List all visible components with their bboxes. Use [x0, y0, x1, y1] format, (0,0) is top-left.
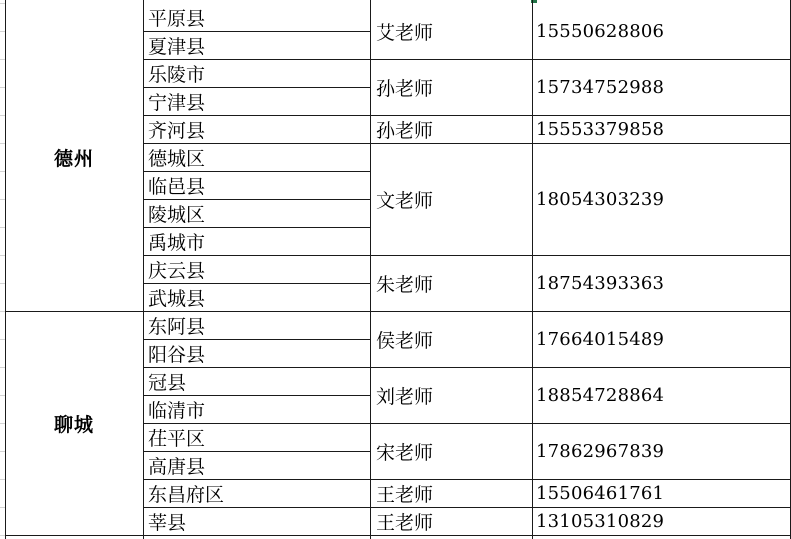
teacher-name: 王老师	[376, 483, 434, 506]
teacher-cell[interactable]	[370, 423, 532, 479]
teacher-cell[interactable]	[370, 479, 532, 507]
city-cell[interactable]	[5, 311, 143, 535]
phone-number: 17862967839	[536, 440, 665, 462]
phone-number: 15734752988	[536, 76, 665, 98]
county-cell[interactable]	[143, 31, 370, 59]
phone-cell[interactable]	[532, 59, 790, 115]
county-name: 东阿县	[148, 315, 206, 338]
county-name: 乐陵市	[148, 63, 206, 86]
county-cell[interactable]	[143, 87, 370, 115]
county-name: 东昌府区	[148, 483, 225, 506]
teacher-cell[interactable]	[370, 311, 532, 367]
county-name: 德城区	[148, 147, 206, 170]
entry-border	[370, 535, 790, 536]
column-border	[370, 0, 371, 539]
county-cell[interactable]	[143, 59, 370, 87]
phone-number: 15506461761	[536, 482, 665, 504]
county-name: 莘县	[148, 511, 187, 534]
county-name: 宁津县	[148, 91, 206, 114]
county-name: 冠县	[148, 371, 187, 394]
phone-cell[interactable]	[532, 255, 790, 311]
county-cell[interactable]	[143, 423, 370, 451]
teacher-name: 孙老师	[376, 119, 434, 142]
county-cell[interactable]	[143, 451, 370, 479]
teacher-cell[interactable]	[370, 507, 532, 535]
row-border	[143, 535, 370, 536]
column-border	[143, 0, 144, 539]
teacher-cell[interactable]	[370, 143, 532, 255]
county-name: 平原县	[148, 7, 206, 30]
teacher-name: 孙老师	[376, 77, 434, 100]
county-cell[interactable]	[143, 339, 370, 367]
city-label: 聊城	[53, 413, 94, 436]
county-name: 齐河县	[148, 119, 206, 142]
phone-cell[interactable]	[532, 423, 790, 479]
county-cell[interactable]	[143, 479, 370, 507]
county-name: 茌平区	[148, 427, 206, 450]
county-cell[interactable]	[143, 199, 370, 227]
county-cell[interactable]	[143, 283, 370, 311]
phone-number: 18854728864	[536, 384, 665, 406]
county-name: 临邑县	[148, 175, 206, 198]
county-cell[interactable]	[143, 311, 370, 339]
phone-cell[interactable]	[532, 311, 790, 367]
county-cell[interactable]	[143, 3, 370, 31]
teacher-name: 刘老师	[376, 385, 434, 408]
phone-number: 18054303239	[536, 188, 665, 210]
county-name: 高唐县	[148, 455, 206, 478]
phone-cell[interactable]	[532, 507, 790, 535]
county-cell[interactable]	[143, 115, 370, 143]
phone-cell[interactable]	[532, 367, 790, 423]
county-name: 禹城市	[148, 231, 206, 254]
teacher-name: 文老师	[376, 189, 434, 212]
county-name: 夏津县	[148, 35, 206, 58]
teacher-cell[interactable]	[370, 3, 532, 59]
teacher-cell[interactable]	[370, 367, 532, 423]
column-border	[5, 0, 6, 539]
county-cell[interactable]	[143, 255, 370, 283]
city-cell[interactable]	[5, 3, 143, 311]
county-cell[interactable]	[143, 227, 370, 255]
phone-number: 18754393363	[536, 272, 665, 294]
county-cell[interactable]	[143, 507, 370, 535]
teacher-name: 侯老师	[376, 329, 434, 352]
phone-cell[interactable]	[532, 479, 790, 507]
teacher-cell[interactable]	[370, 115, 532, 143]
phone-cell[interactable]	[532, 143, 790, 255]
teacher-cell[interactable]	[370, 255, 532, 311]
county-name: 阳谷县	[148, 343, 206, 366]
county-name: 临清市	[148, 399, 206, 422]
phone-cell[interactable]	[532, 115, 790, 143]
county-cell[interactable]	[143, 367, 370, 395]
county-cell[interactable]	[143, 395, 370, 423]
county-name: 武城县	[148, 287, 206, 310]
teacher-name: 宋老师	[376, 441, 434, 464]
phone-number: 15553379858	[536, 118, 665, 140]
teacher-cell[interactable]	[370, 59, 532, 115]
phone-number: 17664015489	[536, 328, 665, 350]
teacher-name: 朱老师	[376, 273, 434, 296]
column-border	[532, 0, 533, 539]
county-cell[interactable]	[143, 143, 370, 171]
teacher-name: 艾老师	[376, 21, 434, 44]
county-name: 庆云县	[148, 259, 206, 282]
county-name: 陵城区	[148, 203, 206, 226]
phone-number: 15550628806	[536, 20, 665, 42]
county-cell[interactable]	[143, 171, 370, 199]
phone-number: 13105310829	[536, 510, 665, 532]
teacher-name: 王老师	[376, 511, 434, 534]
phone-cell[interactable]	[532, 3, 790, 59]
city-label: 德州	[53, 147, 94, 170]
